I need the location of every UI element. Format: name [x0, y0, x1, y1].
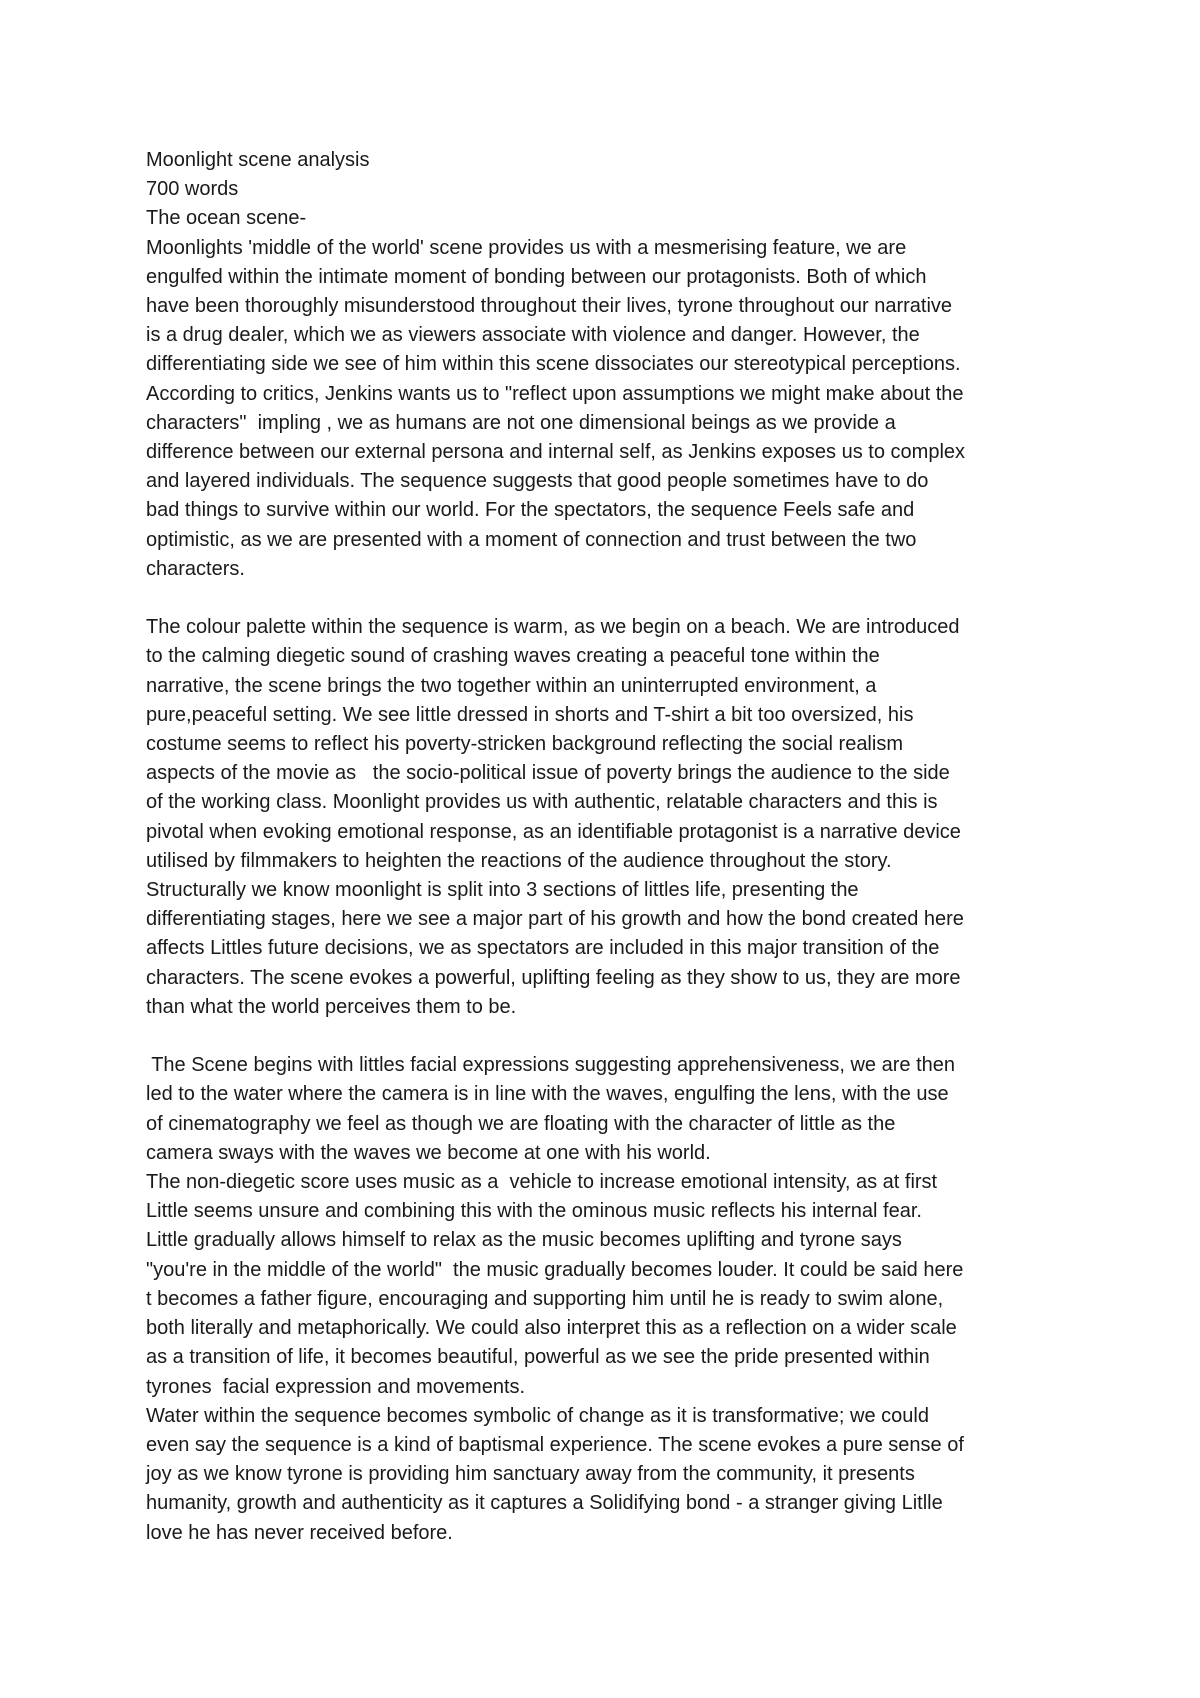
text-line: costume seems to reflect his poverty-stricken background reflecting the social realism [146, 733, 903, 756]
text-line: Little seems unsure and combining this with the ominous music reflects his internal fear. [146, 1200, 922, 1223]
text-line: aspects of the movie as the socio-political issue of poverty brings the audience to the side [146, 762, 950, 785]
text-line: of the working class. Moonlight provides us with authentic, relatable characters and this is [146, 791, 938, 814]
text-line: have been thoroughly misunderstood throughout their lives, tyrone throughout our narrative [146, 295, 953, 318]
paragraph-3 [146, 1051, 1076, 1547]
text-line: Water within the sequence becomes symbolic of change as it is transformative; we could [146, 1404, 929, 1427]
paragraph-2 [146, 613, 1076, 1022]
text-line: tyrones facial expression and movements. [146, 1375, 526, 1398]
text-line: both literally and metaphorically. We could also interpret this as a reflection on a wider scale [146, 1317, 957, 1340]
text-line: camera sways with the waves we become at one with his world. [146, 1141, 711, 1164]
text-line: than what the world perceives them to be. [146, 995, 517, 1018]
text-line: humanity, growth and authenticity as it captures a Solidifying bond - a stranger giving Litlle [146, 1492, 943, 1515]
text-line: affects Littles future decisions, we as spectators are included in this major transition of the [146, 937, 940, 960]
text-line: According to critics, Jenkins wants us to "reflect upon assumptions we might make about the [146, 382, 964, 405]
word-count: 700 words [146, 178, 239, 201]
text-line: pure,peaceful setting. We see little dressed in shorts and T-shirt a bit too oversized, his [146, 703, 914, 726]
text-line: of cinematography we feel as though we are floating with the character of little as the [146, 1112, 896, 1135]
text-line: The Scene begins with littles facial expressions suggesting apprehensiveness, we are then [146, 1054, 955, 1077]
section-heading: The ocean scene- [146, 207, 307, 230]
text-line: even say the sequence is a kind of baptismal experience. The scene evokes a pure sense of [146, 1433, 964, 1456]
text-line: differentiating side we see of him within this scene dissociates our stereotypical perceptions. [146, 353, 961, 376]
text-line: characters. The scene evokes a powerful, uplifting feeling as they show to us, they are more [146, 966, 961, 989]
text-line: narrative, the scene brings the two together within an uninterrupted environment, a [146, 674, 877, 697]
text-line: t becomes a father figure, encouraging and supporting him until he is ready to swim alone, [146, 1287, 944, 1310]
text-line: is a drug dealer, which we as viewers associate with violence and danger. However, the [146, 324, 920, 347]
text-line: and layered individuals. The sequence suggests that good people sometimes have to do [146, 470, 929, 493]
text-line: pivotal when evoking emotional response, as an identifiable protagonist is a narrative device [146, 820, 961, 843]
paragraph-1 [146, 234, 1076, 584]
document-body [146, 146, 1076, 1548]
text-line: difference between our external persona and internal self, as Jenkins exposes us to complex [146, 441, 966, 464]
text-line: engulfed within the intimate moment of bonding between our protagonists. Both of which [146, 265, 927, 288]
text-line: to the calming diegetic sound of crashing waves creating a peaceful tone within the [146, 645, 880, 668]
text-line: bad things to survive within our world. For the spectators, the sequence Feels safe and [146, 499, 915, 522]
text-line: differentiating stages, here we see a major part of his growth and how the bond created here [146, 908, 964, 931]
text-line: utilised by filmmakers to heighten the reactions of the audience throughout the story. [146, 849, 892, 872]
text-line: joy as we know tyrone is providing him sanctuary away from the community, it presents [146, 1463, 915, 1486]
text-line: love he has never received before. [146, 1521, 453, 1544]
text-line: optimistic, as we are presented with a moment of connection and trust between the two [146, 528, 917, 551]
text-line: characters" impling , we as humans are not one dimensional beings as we provide a [146, 411, 896, 434]
text-line: as a transition of life, it becomes beautiful, powerful as we see the pride presented within [146, 1346, 930, 1369]
text-line: Moonlights 'middle of the world' scene provides us with a mesmerising feature, we are [146, 236, 907, 259]
text-line: Little gradually allows himself to relax as the music becomes uplifting and tyrone says [146, 1229, 902, 1252]
text-line: The non-diegetic score uses music as a vehicle to increase emotional intensity, as at first [146, 1171, 938, 1194]
paragraph-spacer [146, 1022, 1076, 1051]
text-line: Structurally we know moonlight is split into 3 sections of littles life, presenting the [146, 879, 859, 902]
text-line: "you're in the middle of the world" the music gradually becomes louder. It could be said here [146, 1258, 964, 1281]
paragraph-spacer [146, 584, 1076, 613]
text-line: The colour palette within the sequence is warm, as we begin on a beach. We are introduced [146, 616, 960, 639]
text-line: led to the water where the camera is in line with the waves, engulfing the lens, with the use [146, 1083, 949, 1106]
document-title: Moonlight scene analysis [146, 149, 370, 171]
text-line: characters. [146, 557, 245, 580]
